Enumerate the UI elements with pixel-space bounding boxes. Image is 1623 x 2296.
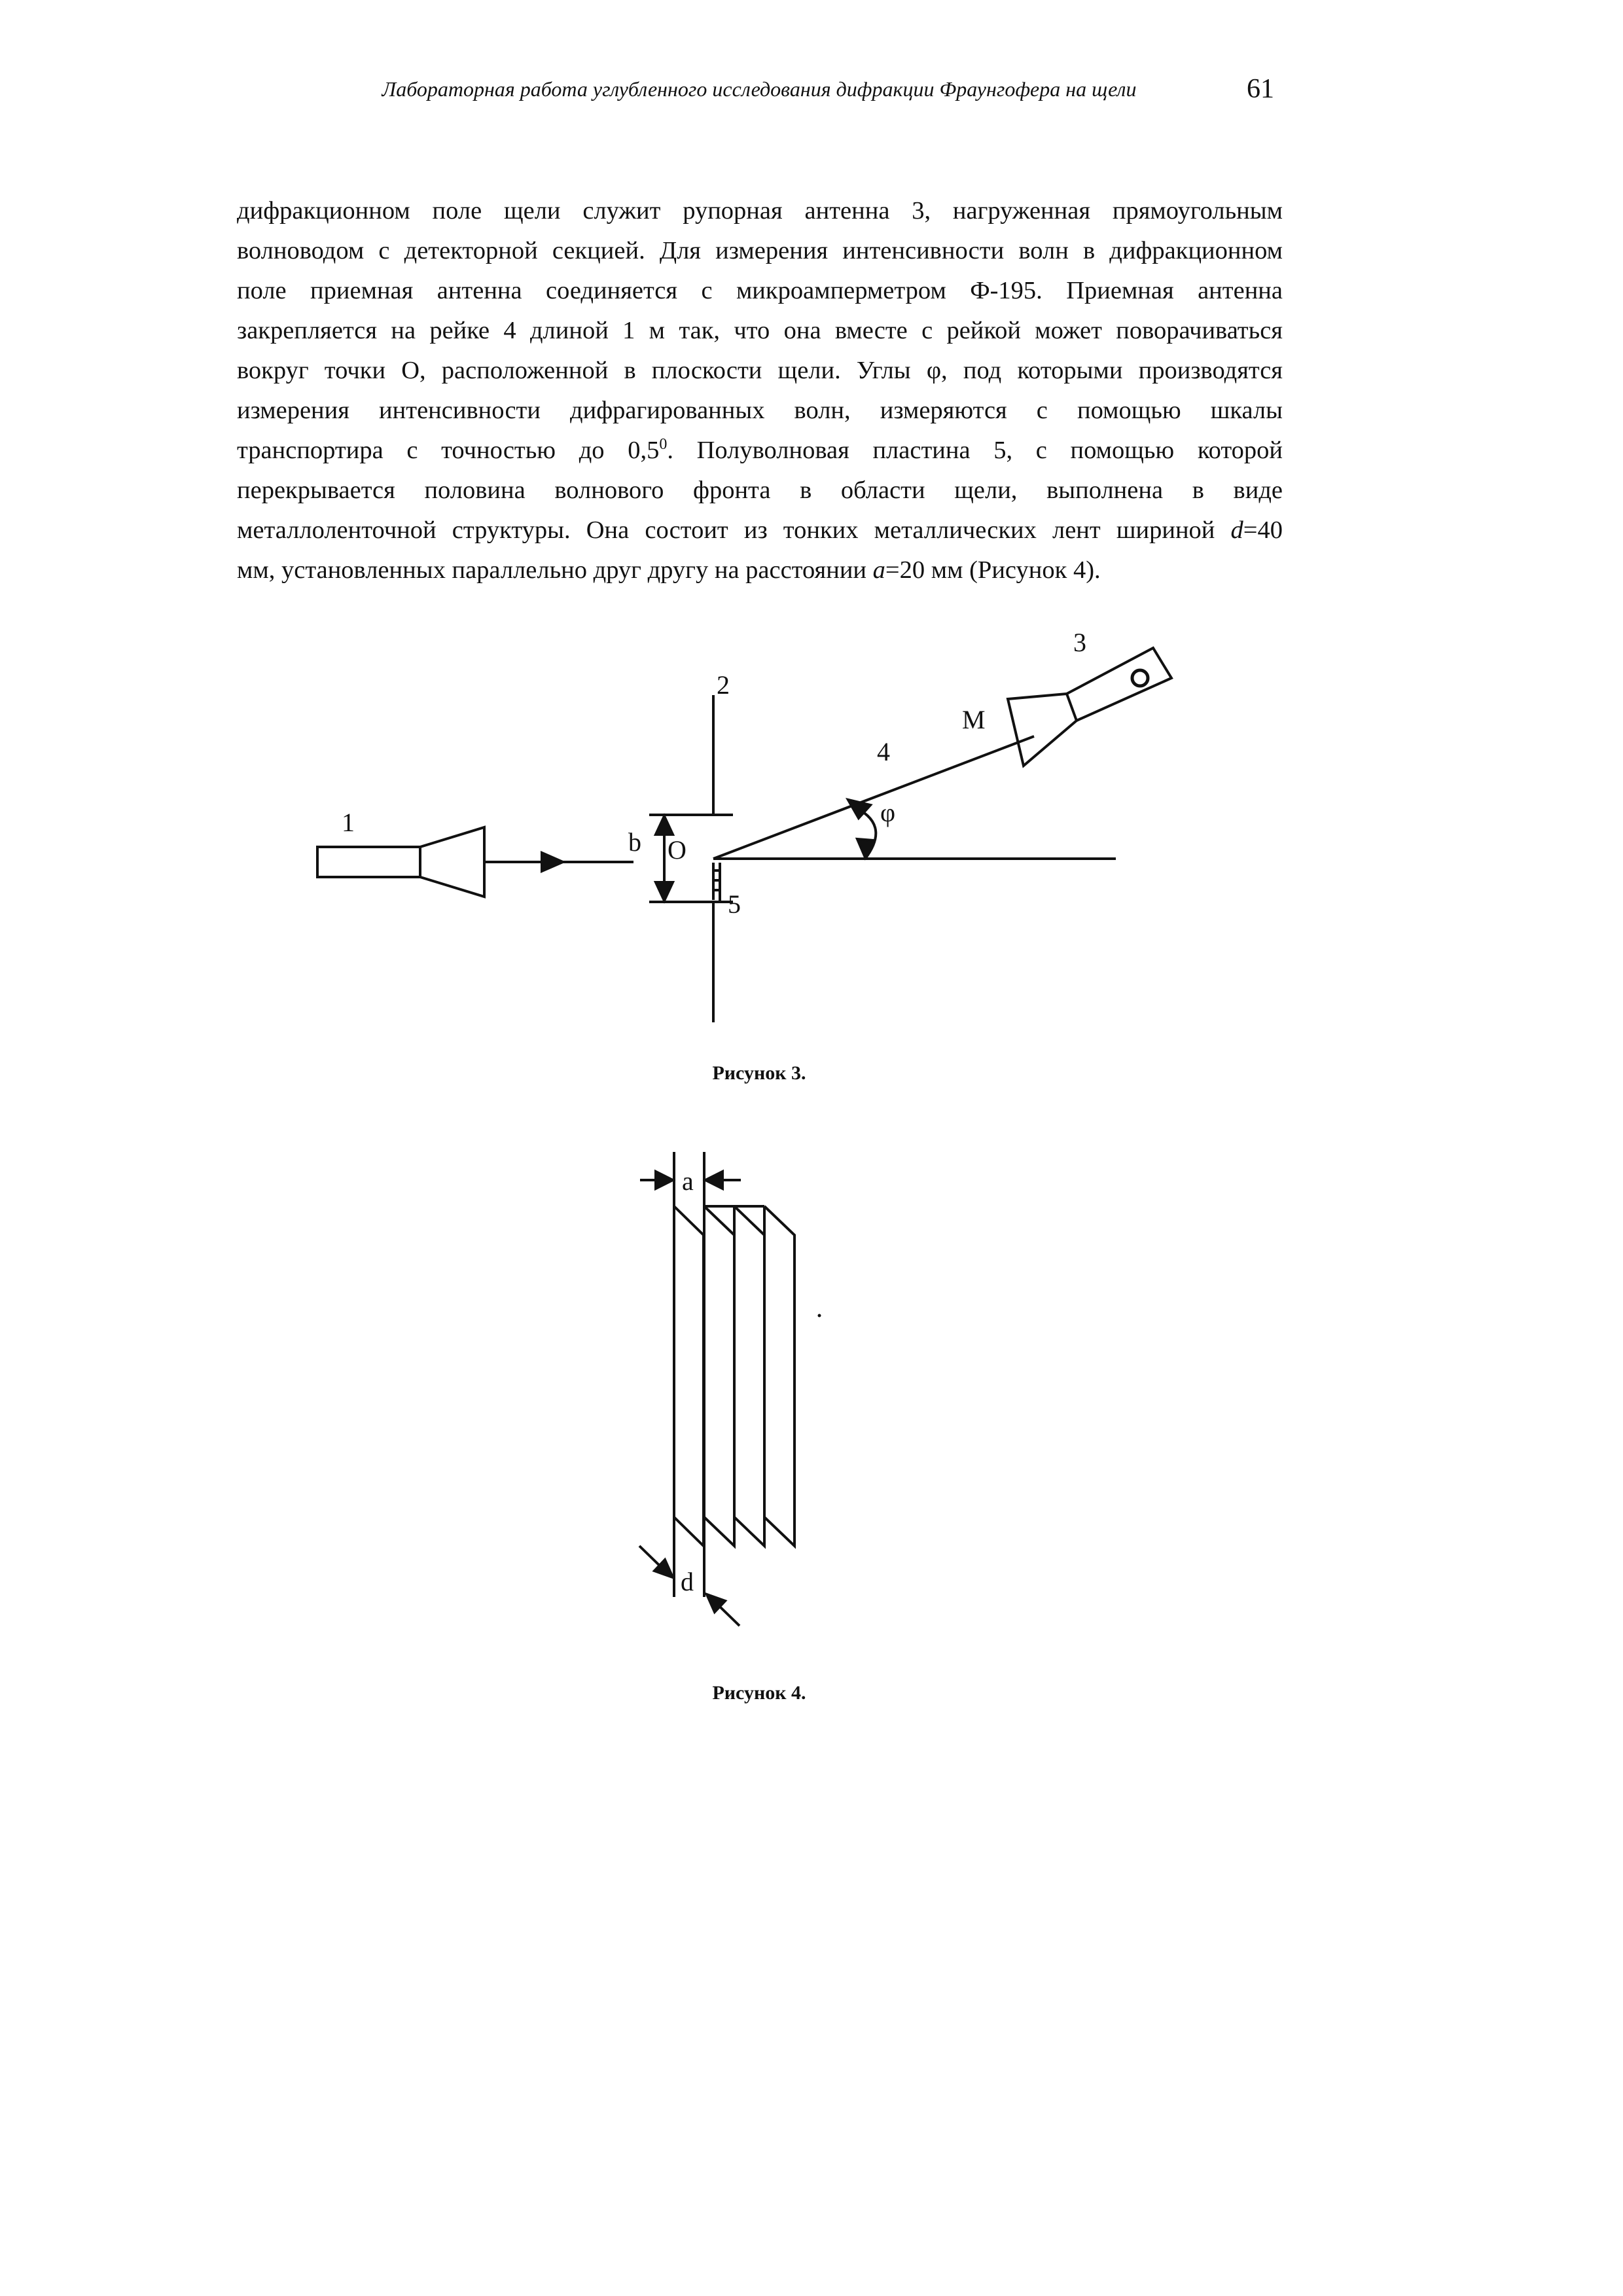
label-spacing-a: a: [682, 1166, 694, 1196]
text-fragment: транспортира с точностью до 0,5: [237, 437, 660, 464]
metal-strip: [704, 1206, 734, 1546]
label-plate: 5: [728, 889, 741, 919]
label-point-o: O: [668, 835, 687, 865]
text-fragment: металлоленточной структуры. Она состоит из тонких металлических лент шириной: [237, 516, 1231, 544]
superscript: 0: [659, 436, 668, 453]
transmitter-waveguide: [317, 847, 420, 877]
figure-4-diagram: [639, 1152, 794, 1626]
text-fragment: . Полуволновая пластина 5, с помощью которой: [667, 437, 1283, 464]
a-arrow-left-head: [656, 1172, 673, 1189]
text-line: поле приемная антенна соединяется с микроамперметром Ф-195. Приемная антенна: [237, 277, 1283, 304]
text-line: закрепляется на рейке 4 длиной 1 м так, что она вместе с рейкой может поворачиваться: [237, 317, 1283, 344]
incident-wave-arrowhead: [542, 853, 563, 871]
transmitter-horn: [420, 827, 484, 897]
text-line: перекрывается половина волнового фронта в области щели, выполнена в виде: [237, 476, 1283, 504]
b-arrow-bottom: [656, 882, 673, 901]
text-line: волноводом с детекторной секцией. Для измерения интенсивности волн в дифракционном: [237, 237, 1283, 264]
label-rail: 4: [877, 737, 890, 766]
text-line: дифракционном поле щели служит рупорная антенна 3, нагруженная прямоугольным: [237, 197, 1283, 224]
label-screen: 2: [717, 670, 730, 700]
text-fragment: =40: [1243, 516, 1283, 544]
label-angle: φ: [880, 798, 896, 827]
metal-strip: [734, 1206, 764, 1546]
b-arrow-top: [656, 816, 673, 834]
a-arrow-right-head: [705, 1172, 722, 1189]
variable-d: d: [1230, 516, 1243, 544]
variable-a: a: [872, 556, 885, 584]
receiver-waveguide: [1067, 648, 1171, 721]
running-title: Лабораторная работа углубленного исследования дифракции Фраунгофера на щели: [382, 77, 1137, 101]
text-line: измерения интенсивности дифрагированных волн, измеряются с помощью шкалы: [237, 397, 1283, 424]
label-width-d: d: [681, 1567, 694, 1596]
figure-3-diagram: [317, 648, 1171, 1022]
label-transmitter: 1: [342, 808, 355, 837]
text-fragment: мм, установленных параллельно друг другу на расстоянии: [237, 556, 873, 584]
metal-strip: [764, 1206, 794, 1546]
figure-4-caption: Рисунок 4.: [712, 1682, 806, 1704]
label-point-m: M: [962, 705, 986, 734]
figure-3-caption: Рисунок 3.: [712, 1062, 806, 1084]
label-receiver: 3: [1073, 628, 1086, 657]
stray-dot: [818, 1314, 821, 1318]
page-number: 61: [1247, 74, 1274, 104]
figure-4-labels: [681, 1166, 694, 1596]
receiver-horn: [1008, 694, 1077, 766]
text-fragment: =20 мм (Рисунок 4).: [885, 556, 1101, 584]
detector-circle: [1132, 670, 1148, 686]
metal-strip: [674, 1206, 704, 1546]
text-line: вокруг точки О, расположенной в плоскости щели. Углы φ, под которыми производятся: [237, 357, 1283, 384]
label-slit-width: b: [628, 827, 641, 857]
